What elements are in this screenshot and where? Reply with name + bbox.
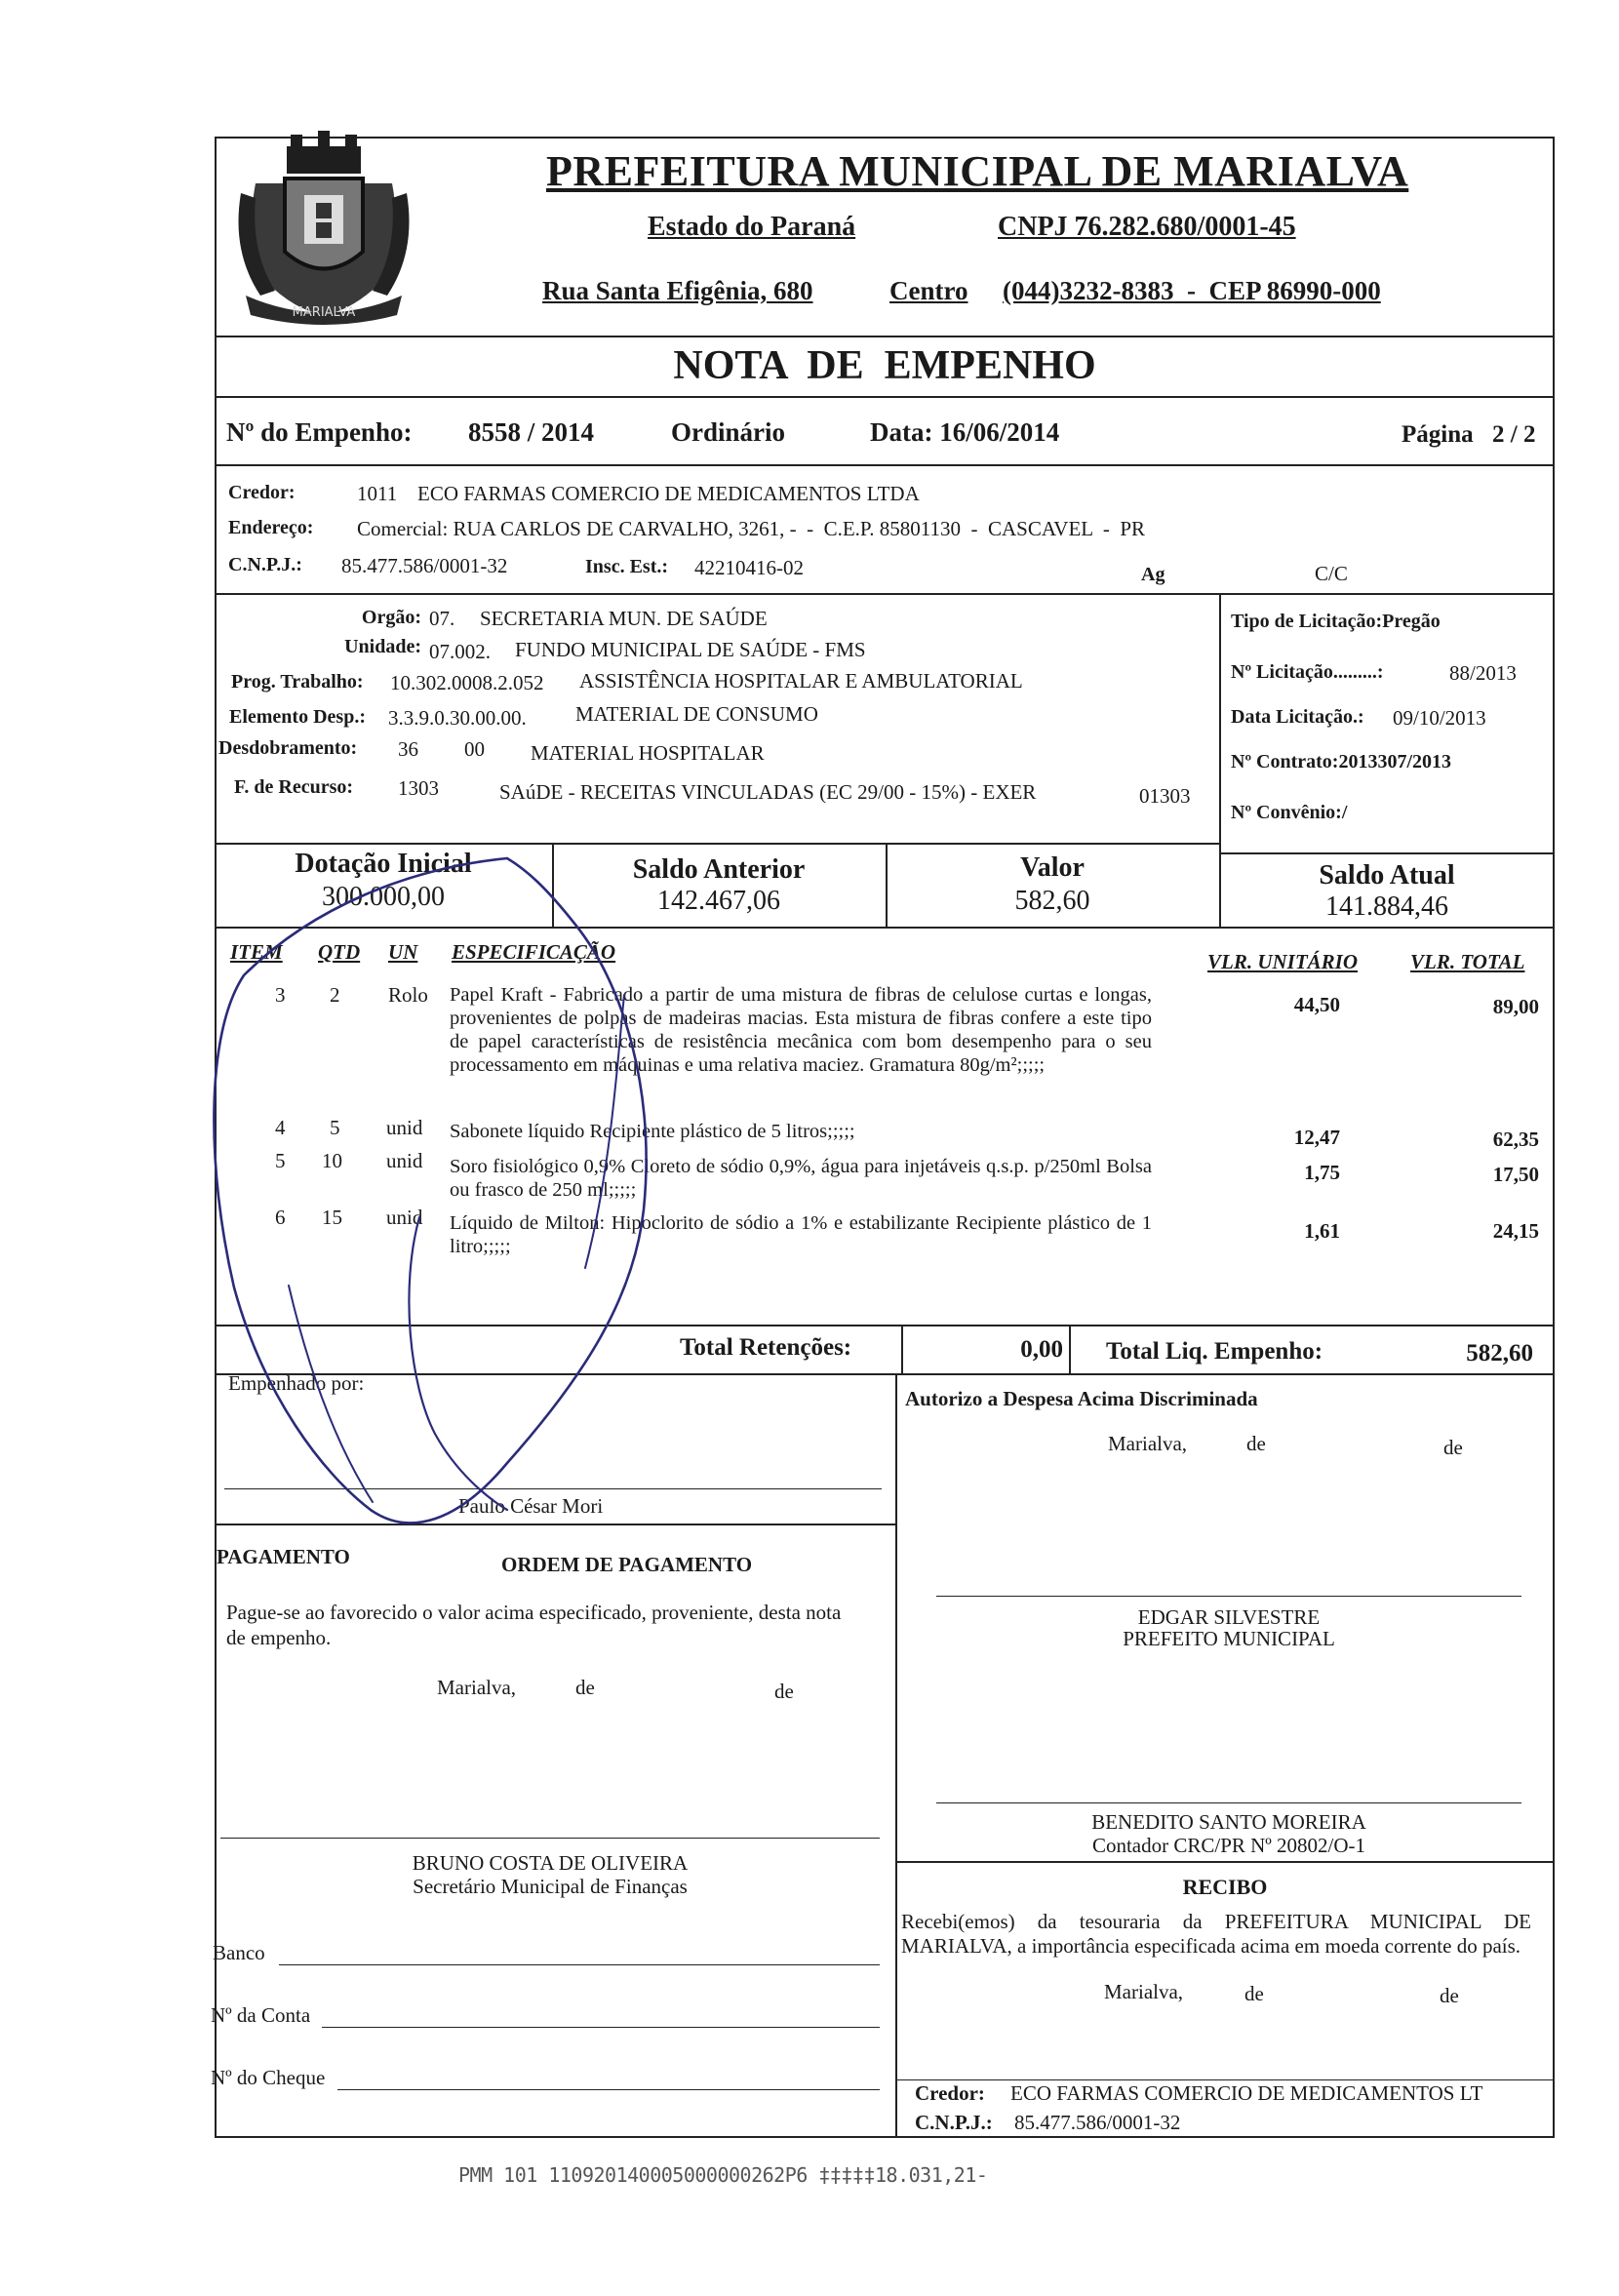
contador-title: Contador CRC/PR Nº 20802/O-1 bbox=[1091, 1834, 1366, 1857]
banco-label: Banco bbox=[213, 1941, 265, 1964]
item-number: 5 bbox=[275, 1149, 286, 1172]
page-number: 2 / 2 bbox=[1492, 421, 1536, 448]
col-unit: VLR. UNITÁRIO bbox=[1207, 950, 1359, 973]
item-unit-price: 1,75 bbox=[1304, 1161, 1340, 1184]
licitacao-date: 09/10/2013 bbox=[1393, 706, 1486, 730]
pagamento-de-1: de bbox=[575, 1676, 595, 1699]
col-spec: ESPECIFICAÇÃO bbox=[452, 940, 616, 964]
recibo-de-1: de bbox=[1244, 1982, 1264, 2005]
credor-label: Credor: bbox=[228, 482, 296, 503]
recibo-cnpj-value: 85.477.586/0001-32 bbox=[1014, 2111, 1181, 2134]
item-spec: Soro fisiológico 0,9% Cloreto de sódio 0,9%, água para injetáveis q.s.p. p/250ml Bolsa ou frasco de 250 ml;;;;; bbox=[450, 1156, 1152, 1201]
item-un: unid bbox=[386, 1116, 423, 1139]
header-street: Rua Santa Efigênia, 680 bbox=[542, 276, 813, 305]
item-spec: Sabonete líquido Recipiente plástico de 5 litros;;;;; bbox=[450, 1121, 855, 1142]
total-retencoes-label: Total Retenções: bbox=[680, 1334, 852, 1361]
item-number: 3 bbox=[275, 983, 286, 1007]
autorizo-text: Autorizo a Despesa Acima Discriminada bbox=[905, 1387, 1258, 1410]
endereco-label: Endereço: bbox=[228, 517, 314, 538]
item-number: 6 bbox=[275, 1206, 286, 1229]
autorizo-de-1: de bbox=[1246, 1432, 1266, 1455]
licitacao-type: Tipo de Licitação:Pregão bbox=[1231, 611, 1441, 632]
empenho-date: Data: 16/06/2014 bbox=[870, 417, 1060, 447]
item-qtd: 15 bbox=[322, 1206, 342, 1229]
insc-value: 42210416-02 bbox=[694, 556, 804, 579]
unidade-code: 07.002. bbox=[429, 640, 491, 663]
desdobramento-name: MATERIAL HOSPITALAR bbox=[531, 741, 765, 765]
item-unit-price: 1,61 bbox=[1304, 1219, 1340, 1243]
cheque-label: Nº do Cheque bbox=[211, 2066, 326, 2089]
recibo-credor-label: Credor: bbox=[915, 2081, 985, 2105]
saldo-anterior-value: 142.467,06 bbox=[657, 886, 780, 916]
state-name: Estado do Paraná bbox=[648, 212, 856, 242]
empenhado-name: Paulo César Mori bbox=[458, 1494, 604, 1518]
recurso-code2: 01303 bbox=[1139, 784, 1191, 808]
col-un: UN bbox=[388, 940, 418, 964]
pagamento-label: PAGAMENTO bbox=[217, 1545, 350, 1568]
valor-value: 582,60 bbox=[1014, 886, 1090, 916]
cc-label: C/C bbox=[1315, 562, 1348, 585]
licitacao-number-label: Nº Licitação.........: bbox=[1231, 661, 1384, 683]
recibo-de-2: de bbox=[1440, 1984, 1459, 2007]
contrato-number: Nº Contrato:2013307/2013 bbox=[1231, 751, 1452, 772]
dotacao-value: 300.000,00 bbox=[322, 882, 445, 912]
recibo-credor-name: ECO FARMAS COMERCIO DE MEDICAMENTOS LT bbox=[1010, 2081, 1483, 2105]
convenio-number: Nº Convênio:/ bbox=[1231, 802, 1348, 823]
recibo-title: RECIBO bbox=[1182, 1875, 1268, 1899]
unidade-label: Unidade: bbox=[344, 636, 421, 657]
footer-code: PMM 101 110920140005000000262P6 ‡‡‡‡‡18.031,21- bbox=[458, 2163, 988, 2187]
autorizo-city: Marialva, bbox=[1108, 1432, 1188, 1455]
desdobramento-sub: 00 bbox=[464, 737, 485, 761]
col-total: VLR. TOTAL bbox=[1410, 950, 1525, 973]
total-liquido-value: 582,60 bbox=[1466, 1340, 1533, 1366]
elemento-code: 3.3.9.0.30.00.00. bbox=[388, 706, 527, 730]
dotacao-label: Dotação Inicial bbox=[295, 849, 472, 879]
endereco-value: Comercial: RUA CARLOS DE CARVALHO, 3261, - - C.E.P. 85801130 - CASCAVEL - PR bbox=[357, 517, 1146, 540]
secretario-title: Secretário Municipal de Finanças bbox=[413, 1875, 688, 1898]
coat-of-arms-logo bbox=[226, 125, 421, 330]
recibo-text: Recebi(emos) da tesouraria da PREFEITURA MUNICIPAL DE MARIALVA, a importância especificada acima em moeda corrente do país. bbox=[901, 1910, 1531, 1958]
recurso-code: 1303 bbox=[398, 776, 439, 800]
empenho-number: 8558 / 2014 bbox=[468, 417, 595, 447]
header-district: Centro bbox=[889, 276, 968, 305]
unidade-name: FUNDO MUNICIPAL DE SAÚDE - FMS bbox=[515, 638, 866, 661]
prefeito-name: EDGAR SILVESTRE bbox=[1137, 1605, 1321, 1629]
elemento-label: Elemento Desp.: bbox=[229, 706, 366, 728]
page-label: Página bbox=[1402, 421, 1474, 448]
header-cnpj: CNPJ 76.282.680/0001-45 bbox=[998, 212, 1296, 242]
licitacao-number: 88/2013 bbox=[1449, 661, 1517, 685]
empenho-type: Ordinário bbox=[671, 417, 786, 447]
item-total: 17,50 bbox=[1492, 1163, 1539, 1186]
document-title: NOTA DE EMPENHO bbox=[673, 343, 1096, 388]
saldo-anterior-label: Saldo Anterior bbox=[632, 854, 806, 885]
prog-label: Prog. Trabalho: bbox=[231, 671, 364, 693]
pague-text: Pague-se ao favorecido o valor acima especificado, proveniente, desta nota de empenho. bbox=[226, 1601, 842, 1649]
licitacao-date-label: Data Licitação.: bbox=[1231, 706, 1364, 728]
recibo-cnpj-label: C.N.P.J.: bbox=[915, 2111, 993, 2134]
secretario-name: BRUNO COSTA DE OLIVEIRA bbox=[412, 1851, 689, 1875]
recurso-name: SAúDE - RECEITAS VINCULADAS (EC 29/00 - 15%) - EXER bbox=[499, 780, 1037, 804]
recibo-city: Marialva, bbox=[1104, 1980, 1184, 2003]
credor-code: 1011 bbox=[357, 482, 398, 505]
item-un: unid bbox=[386, 1206, 423, 1229]
desdobramento-label: Desdobramento: bbox=[218, 737, 358, 759]
item-qtd: 5 bbox=[330, 1116, 340, 1139]
item-qtd: 10 bbox=[322, 1149, 342, 1172]
col-qtd: QTD bbox=[318, 940, 361, 964]
municipality-title: PREFEITURA MUNICIPAL DE MARIALVA bbox=[546, 147, 1409, 195]
header-phone-cep: (044)3232-8383 - CEP 86990-000 bbox=[1003, 276, 1381, 305]
item-spec: Papel Kraft - Fabricado a partir de uma mistura de fibras de celulose curtas e longas, provenientes de polpas de madeiras macias. Esta mistura de fibras confere a este tipo de papel características de resistência mecânica com bom desempenho para o seu processamento em máquinas e uma relativa maciez. Gramatura 80g/m²;;;;; bbox=[450, 984, 1152, 1076]
item-un: Rolo bbox=[388, 983, 428, 1007]
item-total: 62,35 bbox=[1492, 1128, 1539, 1151]
desdobramento-code: 36 bbox=[398, 737, 418, 761]
credor-name: ECO FARMAS COMERCIO DE MEDICAMENTOS LTDA bbox=[417, 482, 920, 505]
pagamento-city: Marialva, bbox=[437, 1676, 517, 1699]
item-unit-price: 12,47 bbox=[1293, 1126, 1340, 1149]
pagamento-de-2: de bbox=[774, 1680, 794, 1703]
svg-text:MARIALVA: MARIALVA bbox=[292, 305, 356, 320]
total-retencoes-value: 0,00 bbox=[1020, 1336, 1063, 1363]
item-number: 4 bbox=[275, 1116, 286, 1139]
item-un: unid bbox=[386, 1149, 423, 1172]
saldo-atual-label: Saldo Atual bbox=[1319, 860, 1455, 891]
orgao-code: 07. bbox=[429, 607, 455, 630]
total-liquido-label: Total Liq. Empenho: bbox=[1106, 1338, 1323, 1365]
col-item: ITEM bbox=[230, 940, 283, 964]
item-unit-price: 44,50 bbox=[1293, 993, 1340, 1016]
conta-label: Nº da Conta bbox=[211, 2003, 311, 2027]
recurso-label: F. de Recurso: bbox=[234, 776, 354, 798]
autorizo-de-2: de bbox=[1443, 1436, 1463, 1459]
elemento-name: MATERIAL DE CONSUMO bbox=[575, 702, 818, 726]
item-qtd: 2 bbox=[330, 983, 340, 1007]
cnpj-label: C.N.P.J.: bbox=[228, 554, 302, 575]
prog-name: ASSISTÊNCIA HOSPITALAR E AMBULATORIAL bbox=[579, 669, 1023, 693]
insc-label: Insc. Est.: bbox=[585, 556, 669, 577]
item-total: 89,00 bbox=[1492, 995, 1539, 1018]
contador-name: BENEDITO SANTO MOREIRA bbox=[1091, 1810, 1366, 1834]
orgao-label: Orgão: bbox=[361, 607, 421, 628]
orgao-name: SECRETARIA MUN. DE SAÚDE bbox=[480, 607, 768, 630]
prefeito-title: PREFEITO MUNICIPAL bbox=[1123, 1627, 1335, 1650]
empenho-label: Nº do Empenho: bbox=[226, 417, 413, 447]
empenhado-label: Empenhado por: bbox=[228, 1371, 365, 1395]
ordem-pagamento-label: ORDEM DE PAGAMENTO bbox=[501, 1553, 753, 1576]
item-spec: Líquido de Milton: Hipoclorito de sódio a 1% e estabilizante Recipiente plástico de 1 litro;;;;; bbox=[450, 1212, 1152, 1257]
ag-label: Ag bbox=[1141, 564, 1165, 585]
saldo-atual-value: 141.884,46 bbox=[1325, 891, 1448, 922]
valor-label: Valor bbox=[1020, 852, 1085, 883]
cnpj-value: 85.477.586/0001-32 bbox=[341, 554, 508, 577]
item-total: 24,15 bbox=[1492, 1219, 1539, 1243]
prog-code: 10.302.0008.2.052 bbox=[390, 671, 544, 694]
